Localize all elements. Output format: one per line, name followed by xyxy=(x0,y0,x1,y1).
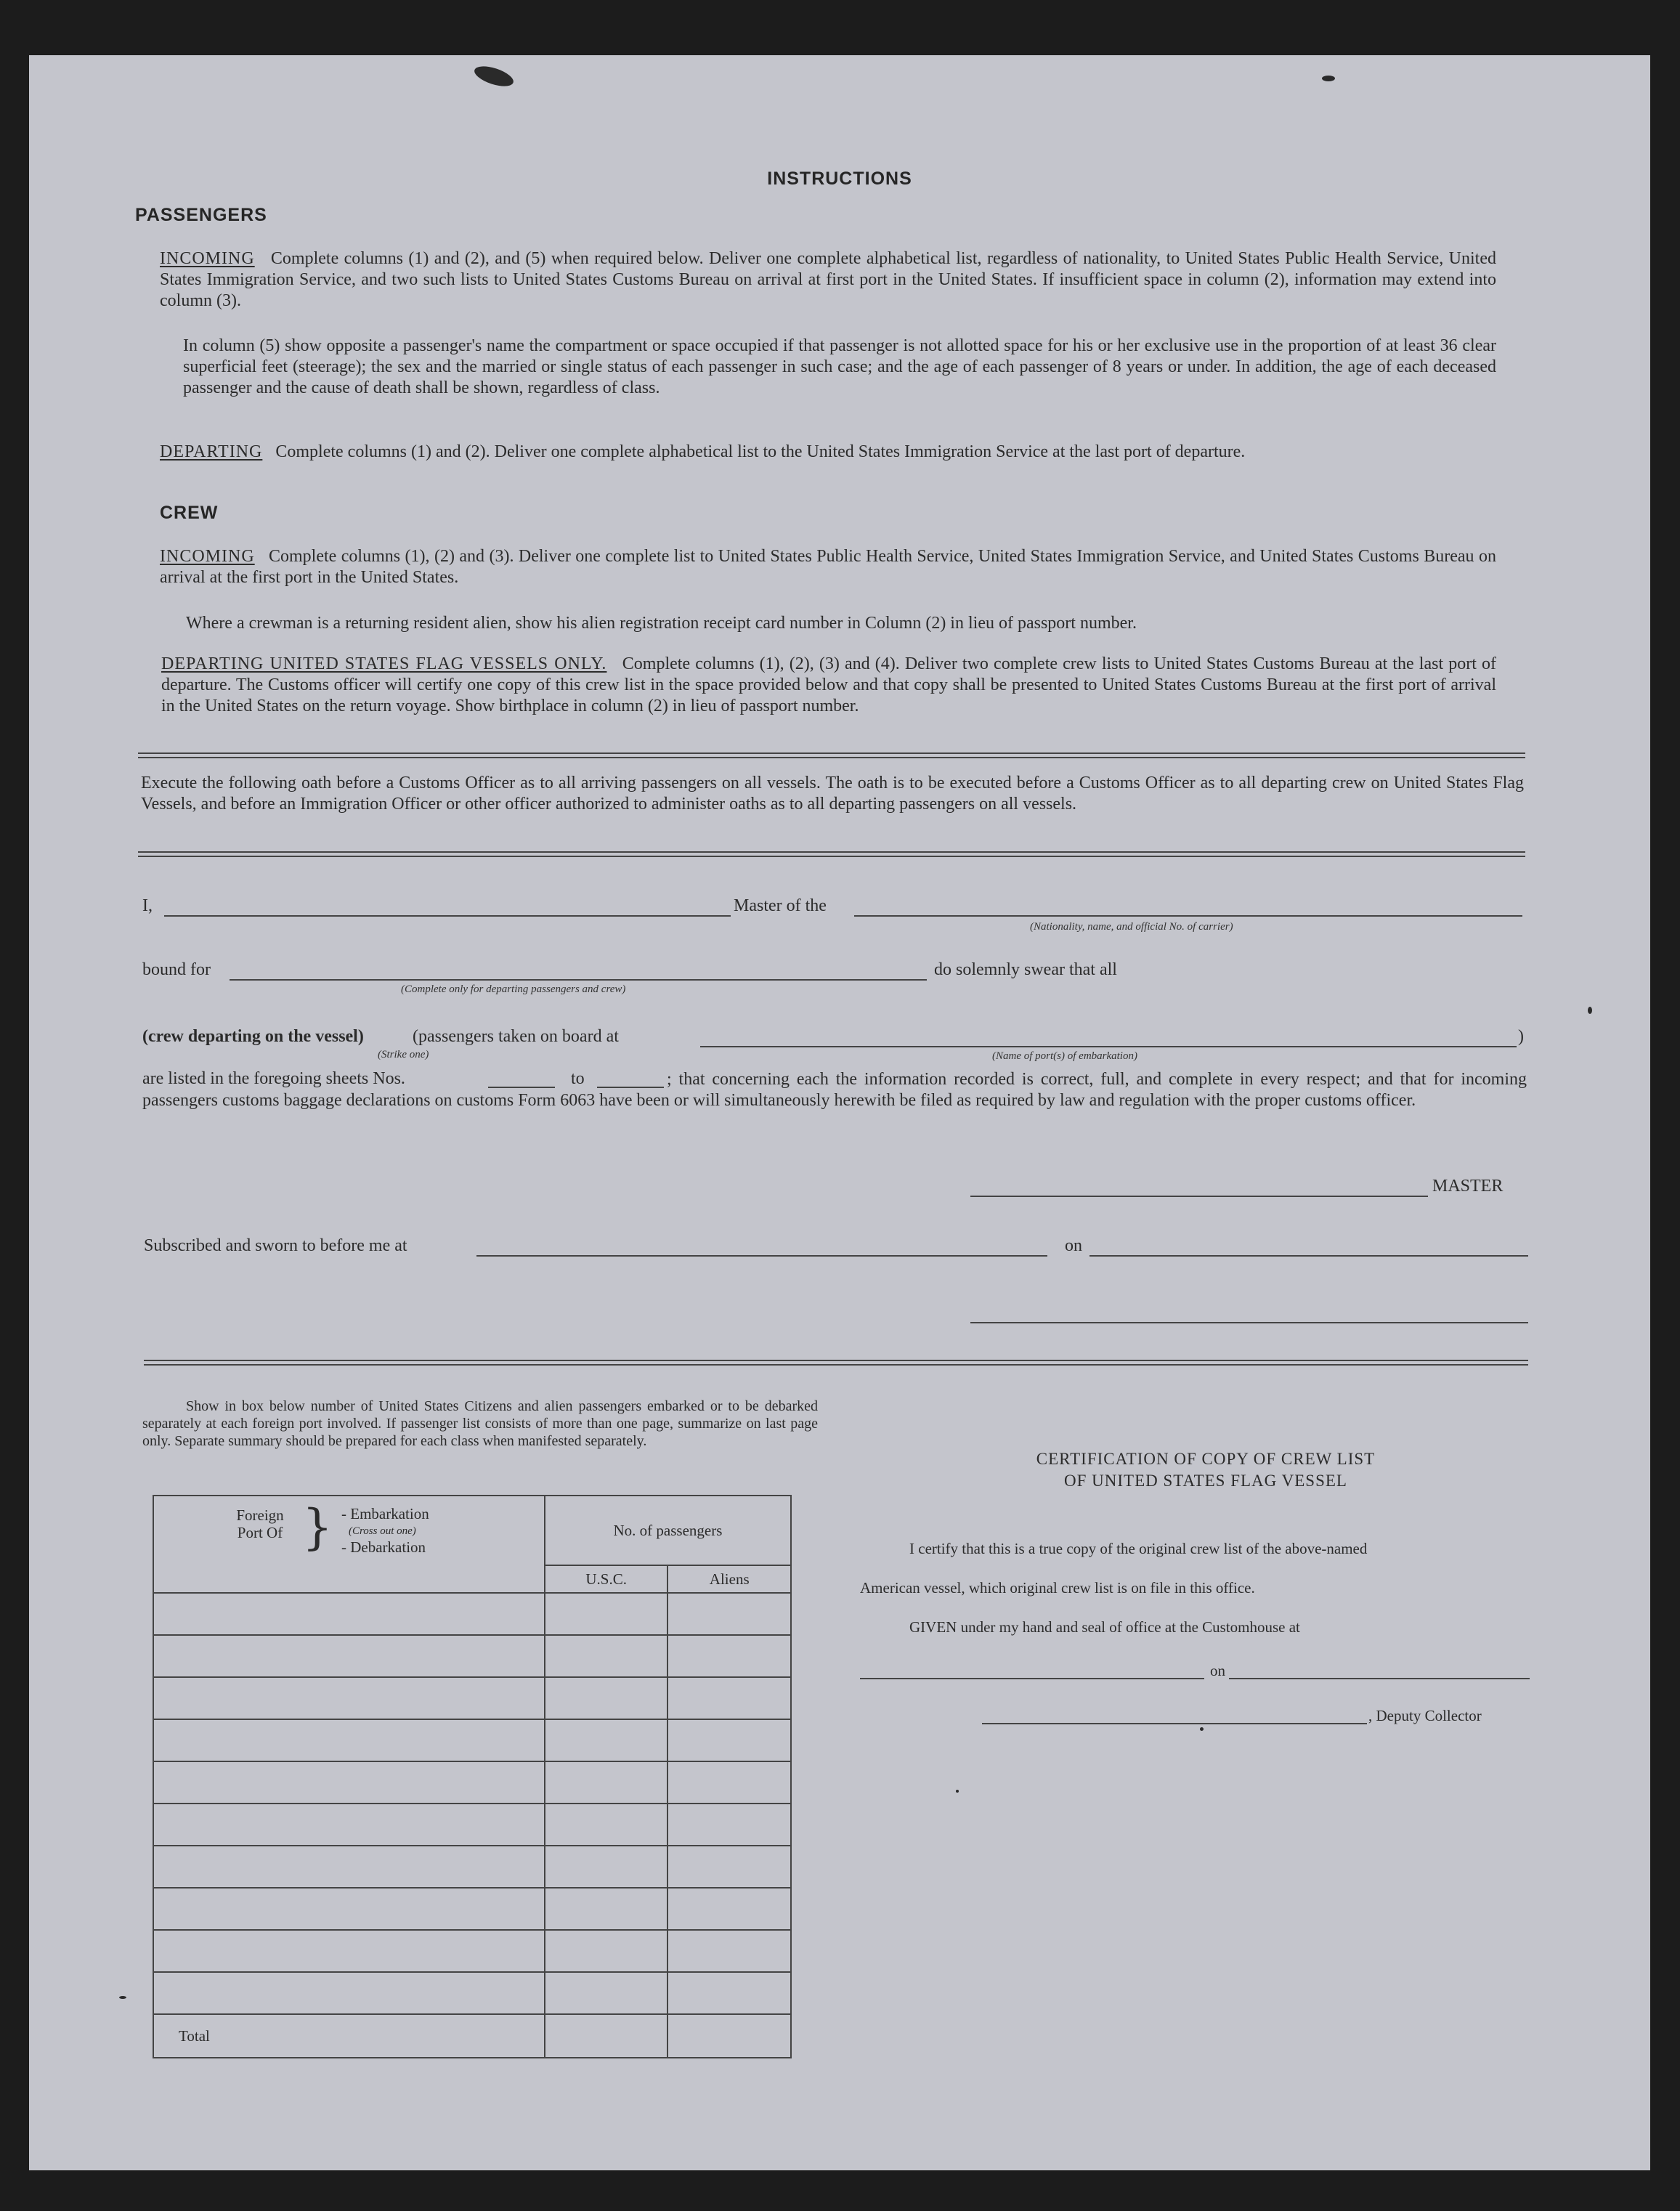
crew-departing-text: (crew departing on the vessel) xyxy=(142,1027,364,1046)
master-signature-field[interactable] xyxy=(970,1196,1428,1197)
scan-artifact xyxy=(1200,1727,1204,1731)
listed-sheets-text: ; that concerning each the information recorded is correct, full, and complete in every respect; and that for incoming passengers customs baggage declarations on customs Form 6063 have been or will simultaneously herewith be filed as required by law and regulation with the proper customs officer. xyxy=(142,1070,1527,1110)
master-name-field[interactable] xyxy=(164,915,731,917)
port-cell[interactable] xyxy=(153,1761,545,1804)
instructions-title: INSTRUCTIONS xyxy=(767,169,912,189)
port-cell[interactable] xyxy=(153,1719,545,1761)
aliens-cell[interactable] xyxy=(667,1593,791,1635)
embarkation-port-caption: (Name of port(s) of embarkation) xyxy=(992,1050,1137,1062)
port-cell[interactable] xyxy=(153,1888,545,1930)
summary-row xyxy=(153,1888,791,1930)
scan-artifact xyxy=(119,1996,126,1999)
deputy-collector-label: , Deputy Collector xyxy=(1368,1707,1482,1724)
oath-intro: Execute the following oath before a Customs Officer as to all arriving passengers on all vessels. The oath is to be executed before a Customs Officer as to all departing crew on United States Flag Vessels, and before an Immigration Officer or other officer authorized to administer oaths as to all departing passengers on all vessels. xyxy=(141,774,1524,814)
divider xyxy=(144,1360,1528,1366)
summary-row xyxy=(153,1677,791,1719)
divider xyxy=(138,851,1525,857)
foreign-port-label: Foreign Port Of xyxy=(236,1506,284,1541)
summary-row xyxy=(153,1593,791,1635)
officer-signature-field[interactable] xyxy=(970,1322,1528,1323)
subscribed-label: Subscribed and sworn to before me at xyxy=(144,1236,407,1255)
port-cell[interactable] xyxy=(153,1804,545,1846)
strike-one-caption: (Strike one) xyxy=(378,1049,429,1060)
total-aliens-cell[interactable] xyxy=(667,2014,791,2058)
to-label: to xyxy=(571,1069,585,1088)
passengers-departing-label: DEPARTING xyxy=(160,442,263,461)
aliens-cell[interactable] xyxy=(667,1677,791,1719)
aliens-cell[interactable] xyxy=(667,1635,791,1677)
passenger-summary-table xyxy=(153,1495,792,2058)
usc-cell[interactable] xyxy=(545,1846,668,1888)
port-cell[interactable] xyxy=(153,1846,545,1888)
deputy-collector-signature-field[interactable] xyxy=(982,1723,1367,1724)
given-text: GIVEN under my hand and seal of office at the Customhouse at xyxy=(909,1618,1300,1636)
customhouse-field[interactable] xyxy=(860,1678,1204,1679)
bound-for-caption: (Complete only for departing passengers and crew) xyxy=(401,983,626,995)
aliens-header: Aliens xyxy=(667,1565,791,1593)
certify-line1: I certify that this is a true copy of the original crew list of the above-named xyxy=(909,1540,1368,1557)
certification-title-line2: OF UNITED STATES FLAG VESSEL xyxy=(1064,1472,1347,1490)
bound-for-label: bound for xyxy=(142,960,211,979)
usc-header: U.S.C. xyxy=(545,1565,668,1593)
certify-line2: American vessel, which original crew list is on file in this office. xyxy=(860,1579,1255,1597)
summary-row xyxy=(153,1635,791,1677)
listed-sheets-label: are listed in the foregoing sheets Nos. xyxy=(142,1069,405,1088)
usc-cell[interactable] xyxy=(545,1635,668,1677)
foreign-port-header xyxy=(153,1496,545,1593)
divider xyxy=(138,752,1525,758)
master-label: MASTER xyxy=(1432,1177,1504,1196)
usc-cell[interactable] xyxy=(545,1804,668,1846)
total-row xyxy=(153,2014,791,2058)
embarkation-port-field[interactable] xyxy=(700,1046,1517,1047)
aliens-cell[interactable] xyxy=(667,1804,791,1846)
on-label: on xyxy=(1065,1236,1082,1255)
summary-row xyxy=(153,1846,791,1888)
summary-note: Show in box below number of United States Citizens and alien passengers embarked or to be debarked separately at each foreign port involved. If passenger list consists of more than one page, summarize on last page only. Separate summary should be prepared for each class when manifested separately. xyxy=(142,1398,818,1449)
solemnly-swear-label: do solemnly swear that all xyxy=(934,960,1117,979)
total-usc-cell[interactable] xyxy=(545,2014,668,2058)
aliens-cell[interactable] xyxy=(667,1930,791,1972)
debarkation-label: - Debarkation xyxy=(341,1538,426,1556)
passengers-departing-instructions xyxy=(160,442,1496,463)
passengers-departing-text: Complete columns (1) and (2). Deliver one complete alphabetical list to the United States Immigration Service at the last port of departure. xyxy=(275,442,1246,461)
aliens-cell[interactable] xyxy=(667,1888,791,1930)
crew-incoming-instructions xyxy=(160,546,1496,588)
port-cell[interactable] xyxy=(153,1593,545,1635)
summary-row xyxy=(153,1972,791,2014)
crew-departing-instructions xyxy=(161,654,1496,717)
passengers-incoming-instructions xyxy=(160,248,1496,312)
summary-row xyxy=(153,1930,791,1972)
certification-title xyxy=(864,1448,1547,1492)
usc-cell[interactable] xyxy=(545,1972,668,2014)
port-cell[interactable] xyxy=(153,1930,545,1972)
no-of-passengers-header: No. of passengers xyxy=(545,1496,791,1565)
master-of-the-label: Master of the xyxy=(734,896,827,915)
usc-cell[interactable] xyxy=(545,1719,668,1761)
close-paren: ) xyxy=(1518,1027,1524,1046)
aliens-cell[interactable] xyxy=(667,1761,791,1804)
sworn-place-field[interactable] xyxy=(476,1255,1047,1257)
usc-cell[interactable] xyxy=(545,1761,668,1804)
aliens-cell[interactable] xyxy=(667,1719,791,1761)
oath-i-label: I, xyxy=(142,896,153,915)
crew-heading: CREW xyxy=(160,503,219,523)
carrier-caption: (Nationality, name, and official No. of carrier) xyxy=(1030,921,1233,933)
port-cell[interactable] xyxy=(153,1635,545,1677)
usc-cell[interactable] xyxy=(545,1593,668,1635)
carrier-field[interactable] xyxy=(854,915,1522,917)
bound-for-field[interactable] xyxy=(230,979,927,981)
form-page xyxy=(29,55,1650,2170)
summary-row xyxy=(153,1761,791,1804)
scan-artifact xyxy=(1588,1007,1592,1014)
passengers-incoming-text: Complete columns (1) and (2), and (5) when required below. Deliver one complete alphabetical list, regardless of nationality, to United States Public Health Service, United States Immigration Service, and two such lists to United States Customs Bureau on arrival at first port in the United States. If insufficient space in column (2), information may extend into column (3). xyxy=(160,249,1496,310)
crew-incoming-text: Complete columns (1), (2) and (3). Deliver one complete list to United States Public Health Service, United States Immigration Service, and United States Customs Bureau on arrival at the first port in the United States. xyxy=(160,547,1497,587)
scan-artifact xyxy=(956,1790,959,1793)
aliens-cell[interactable] xyxy=(667,1972,791,2014)
crew-departing-option[interactable] xyxy=(142,1027,364,1047)
scan-artifact xyxy=(1322,76,1335,81)
crew-departing-label: DEPARTING UNITED STATES FLAG VESSELS ONLY. xyxy=(161,654,607,673)
sworn-date-field[interactable] xyxy=(1089,1255,1528,1257)
certification-title-line1: CERTIFICATION OF COPY OF CREW LIST xyxy=(1036,1450,1376,1468)
cross-out-caption: (Cross out one) xyxy=(349,1525,416,1537)
total-label: Total xyxy=(153,2014,545,2058)
crew-resident-instructions: Where a crewman is a returning resident alien, show his alien registration receipt card number in Column (2) in lieu of passport number. xyxy=(186,614,1137,633)
passengers-incoming-label: INCOMING xyxy=(160,249,255,268)
port-cell[interactable] xyxy=(153,1972,545,2014)
port-cell[interactable] xyxy=(153,1677,545,1719)
crew-departing-text: Complete columns (1), (2), (3) and (4). Deliver two complete crew lists to United States Customs Bureau at the last port of departure. The Customs officer will certify one copy of this crew list in the space provided below and that copy shall be presented to United States Customs Bureau at the first port of arrival in the United States on the return voyage. Show birthplace in column (2) in lieu of passport number. xyxy=(161,654,1497,715)
passengers-heading: PASSENGERS xyxy=(135,205,267,225)
passengers-column5-instructions: In column (5) show opposite a passenger's name the compartment or space occupied if that passenger is not allotted space for his or her exclusive use in the proportion of at least 36 clear superficial feet (steerage); the sex and the married or single status of each passenger in such case; and the age of each passenger of 8 years or under. In addition, the age of each deceased passenger and the cause of death shall be shown, regardless of class. xyxy=(183,336,1496,397)
scan-artifact xyxy=(472,62,516,90)
brace-icon: } xyxy=(302,1499,333,1555)
summary-row xyxy=(153,1719,791,1761)
summary-row xyxy=(153,1804,791,1846)
usc-cell[interactable] xyxy=(545,1888,668,1930)
usc-cell[interactable] xyxy=(545,1930,668,1972)
usc-cell[interactable] xyxy=(545,1677,668,1719)
certification-on-label: on xyxy=(1210,1662,1225,1679)
passengers-taken-option[interactable]: (passengers taken on board at xyxy=(413,1027,619,1046)
certification-date-field[interactable] xyxy=(1229,1678,1530,1679)
aliens-cell[interactable] xyxy=(667,1846,791,1888)
embarkation-label: - Embarkation xyxy=(341,1505,429,1522)
crew-incoming-label: INCOMING xyxy=(160,547,255,566)
